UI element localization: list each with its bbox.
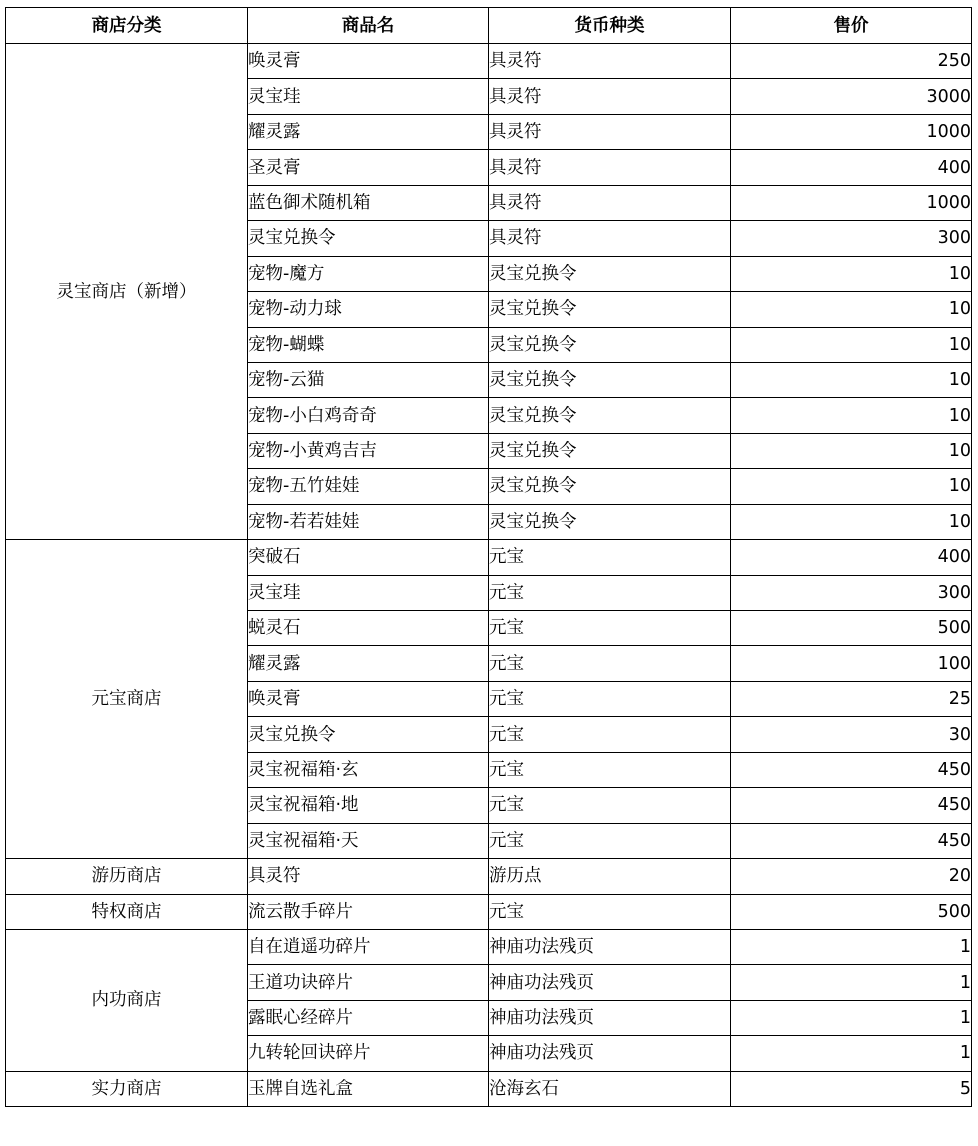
currency-cell: 沧海玄石 [489,1071,731,1106]
price-cell: 30 [731,717,972,752]
price-cell: 400 [731,150,972,185]
currency-cell: 元宝 [489,788,731,823]
item-name-cell: 突破石 [248,540,489,575]
price-cell: 1 [731,1000,972,1035]
header-item: 商品名 [248,8,489,44]
currency-cell: 元宝 [489,752,731,787]
item-name-cell: 灵宝祝福箱·天 [248,823,489,858]
price-cell: 10 [731,433,972,468]
item-name-cell: 蜕灵石 [248,611,489,646]
item-name-cell: 圣灵膏 [248,150,489,185]
currency-cell: 元宝 [489,646,731,681]
header-category: 商店分类 [6,8,248,44]
shop-category-cell: 内功商店 [6,929,248,1071]
table-row [6,44,972,79]
currency-cell: 神庙功法残页 [489,1000,731,1035]
item-name-cell: 灵宝祝福箱·地 [248,788,489,823]
item-name-cell: 唤灵膏 [248,681,489,716]
price-cell: 10 [731,327,972,362]
table-row [6,859,972,894]
item-name-cell: 灵宝祝福箱·玄 [248,752,489,787]
currency-cell: 游历点 [489,859,731,894]
currency-cell: 灵宝兑换令 [489,469,731,504]
price-cell: 300 [731,221,972,256]
currency-cell: 灵宝兑换令 [489,504,731,539]
currency-cell: 灵宝兑换令 [489,292,731,327]
price-cell: 250 [731,44,972,79]
price-cell: 500 [731,894,972,929]
price-cell: 3000 [731,79,972,114]
shop-category-cell: 特权商店 [6,894,248,929]
price-cell: 100 [731,646,972,681]
table-row [6,894,972,929]
item-name-cell: 流云散手碎片 [248,894,489,929]
price-cell: 20 [731,859,972,894]
currency-cell: 灵宝兑换令 [489,256,731,291]
item-name-cell: 灵宝珪 [248,575,489,610]
currency-cell: 元宝 [489,823,731,858]
price-cell: 10 [731,292,972,327]
price-cell: 1 [731,929,972,964]
currency-cell: 元宝 [489,717,731,752]
item-name-cell: 灵宝珪 [248,79,489,114]
header-price: 售价 [731,8,972,44]
item-name-cell: 宠物-云猫 [248,362,489,397]
price-cell: 25 [731,681,972,716]
price-cell: 450 [731,823,972,858]
currency-cell: 元宝 [489,540,731,575]
price-cell: 10 [731,469,972,504]
currency-cell: 灵宝兑换令 [489,327,731,362]
item-name-cell: 宠物-小白鸡奇奇 [248,398,489,433]
table-row [6,929,972,964]
item-name-cell: 九转轮回诀碎片 [248,1036,489,1071]
header-row [6,8,972,44]
item-name-cell: 灵宝兑换令 [248,717,489,752]
currency-cell: 具灵符 [489,221,731,256]
price-cell: 1000 [731,114,972,149]
currency-cell: 神庙功法残页 [489,1036,731,1071]
price-cell: 450 [731,788,972,823]
currency-cell: 元宝 [489,681,731,716]
currency-cell: 具灵符 [489,79,731,114]
shop-category-cell: 元宝商店 [6,540,248,859]
currency-cell: 灵宝兑换令 [489,398,731,433]
currency-cell: 元宝 [489,575,731,610]
item-name-cell: 宠物-若若娃娃 [248,504,489,539]
price-cell: 500 [731,611,972,646]
table-body [6,44,972,1107]
table-row [6,1071,972,1106]
price-cell: 300 [731,575,972,610]
currency-cell: 神庙功法残页 [489,929,731,964]
price-cell: 10 [731,398,972,433]
item-name-cell: 唤灵膏 [248,44,489,79]
currency-cell: 灵宝兑换令 [489,433,731,468]
price-cell: 10 [731,256,972,291]
price-cell: 5 [731,1071,972,1106]
item-name-cell: 宠物-五竹娃娃 [248,469,489,504]
item-name-cell: 宠物-魔方 [248,256,489,291]
item-name-cell: 宠物-蝴蝶 [248,327,489,362]
currency-cell: 具灵符 [489,44,731,79]
item-name-cell: 耀灵露 [248,646,489,681]
shop-category-cell: 灵宝商店（新增） [6,44,248,540]
currency-cell: 元宝 [489,894,731,929]
item-name-cell: 露眠心经碎片 [248,1000,489,1035]
currency-cell: 具灵符 [489,185,731,220]
shop-category-cell: 实力商店 [6,1071,248,1106]
price-cell: 10 [731,362,972,397]
price-cell: 450 [731,752,972,787]
currency-cell: 灵宝兑换令 [489,362,731,397]
item-name-cell: 耀灵露 [248,114,489,149]
shop-category-cell: 游历商店 [6,859,248,894]
table-row [6,540,972,575]
price-cell: 400 [731,540,972,575]
price-cell: 1 [731,1036,972,1071]
currency-cell: 元宝 [489,611,731,646]
shop-price-table [5,7,972,1107]
item-name-cell: 蓝色御术随机箱 [248,185,489,220]
item-name-cell: 自在逍遥功碎片 [248,929,489,964]
price-cell: 10 [731,504,972,539]
header-currency: 货币种类 [489,8,731,44]
currency-cell: 具灵符 [489,150,731,185]
item-name-cell: 宠物-动力球 [248,292,489,327]
item-name-cell: 宠物-小黄鸡吉吉 [248,433,489,468]
item-name-cell: 玉牌自选礼盒 [248,1071,489,1106]
item-name-cell: 具灵符 [248,859,489,894]
currency-cell: 神庙功法残页 [489,965,731,1000]
table-header [6,8,972,44]
currency-cell: 具灵符 [489,114,731,149]
item-name-cell: 灵宝兑换令 [248,221,489,256]
item-name-cell: 王道功诀碎片 [248,965,489,1000]
price-cell: 1 [731,965,972,1000]
price-cell: 1000 [731,185,972,220]
